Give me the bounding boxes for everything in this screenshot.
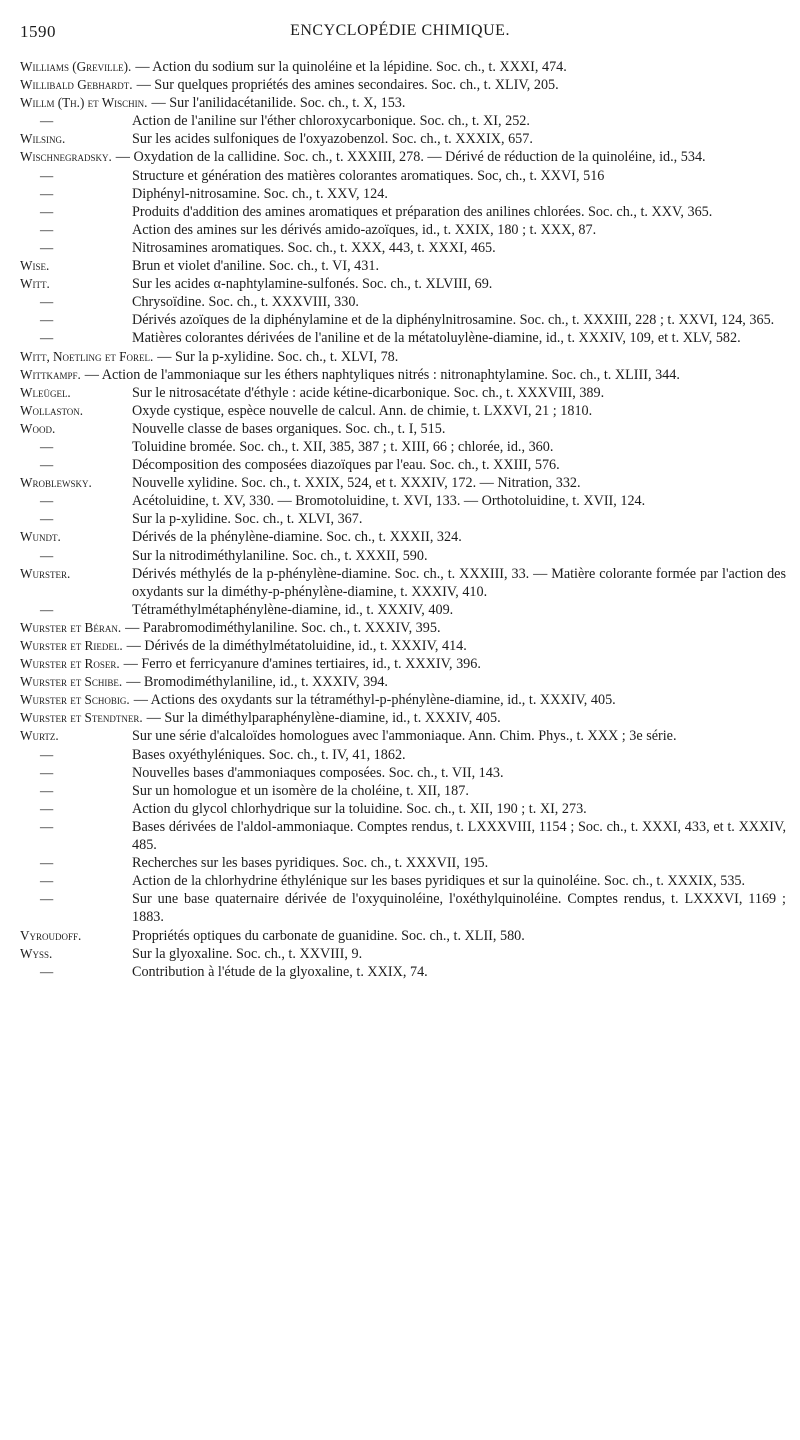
bibliography-entry <box>20 384 786 402</box>
entry-citation: — Action du sodium sur la quinoléine et la lépidine. Soc. ch., t. XXXI, 474. <box>135 59 567 75</box>
entry-author: Wurtz. <box>20 728 59 744</box>
bibliography-entry <box>20 565 786 601</box>
entry-citation: Structure et génération des matières colorantes aromatiques. Soc, ch., t. XXVI, 516 <box>132 167 605 184</box>
entry-author: Wilsing. <box>20 131 66 147</box>
entry-citation: Recherches sur les bases pyridiques. Soc. ch., t. XXXVII, 195. <box>132 855 489 872</box>
entry-citation: — Action de l'ammoniaque sur les éthers naphtyliques nitrés : nitronaphtylamine. Soc. ch., t. XLIII, 344. <box>84 366 680 383</box>
entry-citation: Nouvelles bases d'ammoniaques composées. Soc. ch., t. VII, 143. <box>132 764 504 781</box>
entry-author: — <box>40 782 54 798</box>
running-title: ENCYCLOPÉDIE CHIMIQUE. <box>290 22 510 39</box>
bibliography-entry <box>20 221 786 239</box>
bibliography-entry <box>20 366 786 384</box>
bibliography-entry <box>20 293 786 311</box>
bibliography-entry <box>20 203 786 221</box>
entry-author: Wleügel. <box>20 384 71 400</box>
bibliography-entry <box>20 510 786 528</box>
page-header <box>20 0 786 52</box>
bibliography-entry <box>20 673 786 691</box>
entry-author: Wurster et Roser. <box>20 656 120 672</box>
bibliography-entry <box>20 746 786 764</box>
entry-citation: Produits d'addition des amines aromatiques et préparation des anilines chlorées. Soc. ch., t. XXV, 365. <box>132 203 713 220</box>
entry-author: Wurster et Stendtner. <box>20 710 143 726</box>
entry-citation: Dérivés de la phénylène-diamine. Soc. ch., t. XXXII, 324. <box>132 529 462 546</box>
entry-citation: Diphényl-nitrosamine. Soc. ch., t. XXV, 124. <box>132 185 388 202</box>
entry-author: — <box>40 601 54 617</box>
entry-citation: — Actions des oxydants sur la tétraméthyl-p-phénylène-diamine, id., t. XXXIV, 405. <box>133 692 616 709</box>
bibliography-entry <box>20 727 786 745</box>
entry-author: — <box>40 891 54 907</box>
bibliography-entry <box>20 709 786 727</box>
bibliography-entry <box>20 329 786 347</box>
entry-author: Wurster et Riedel. <box>20 638 123 653</box>
entry-author: — <box>40 330 54 346</box>
bibliography-entry <box>20 112 786 130</box>
bibliography-entry <box>20 927 786 945</box>
bibliography-entry <box>20 438 786 456</box>
entry-citation: Sur les acides α-naphtylamine-sulfonés. Soc. ch., t. XLVIII, 69. <box>132 276 493 293</box>
entry-author: — <box>40 493 54 509</box>
bibliography-entry <box>20 474 786 492</box>
bibliography-entry <box>20 800 786 818</box>
bibliography-entry <box>20 890 786 926</box>
bibliography-entry <box>20 492 786 510</box>
bibliography-list <box>20 58 786 981</box>
entry-author: — <box>40 203 54 219</box>
bibliography-entry <box>20 547 786 565</box>
bibliography-entry <box>20 601 786 619</box>
entry-citation: — Parabromodiméthylaniline. Soc. ch., t. XXXIV, 395. <box>125 619 441 636</box>
entry-author: Wollaston. <box>20 402 84 418</box>
bibliography-entry <box>20 854 786 872</box>
bibliography-entry <box>20 239 786 257</box>
entry-citation: Action de la chlorhydrine éthylénique sur les bases pyridiques et sur la quinoléine. Soc. ch., t. XXXIX, 535. <box>132 873 746 890</box>
entry-author: — <box>40 167 54 183</box>
bibliography-entry <box>20 185 786 203</box>
entry-citation: — Oxydation de la callidine. Soc. ch., t. XXXIII, 278. — Dérivé de réduction de la quinoléine, id., 534. <box>115 149 706 166</box>
bibliography-entry <box>20 872 786 890</box>
entry-citation: Tétraméthylmétaphénylène-diamine, id., t. XXXIV, 409. <box>132 601 454 618</box>
page-number: 1590 <box>20 22 56 41</box>
bibliography-entry <box>20 148 786 166</box>
bibliography-entry <box>20 963 786 981</box>
bibliography-entry <box>20 637 786 655</box>
bibliography-entry <box>20 311 786 329</box>
bibliography-entry <box>20 257 786 275</box>
entry-author: Wise. <box>20 258 50 274</box>
entry-citation: Nouvelle classe de bases organiques. Soc. ch., t. I, 515. <box>132 420 446 437</box>
entry-author: Wurster et Schobig. <box>20 692 130 708</box>
entry-author: — <box>40 457 54 473</box>
entry-citation: — Sur l'anilidacétanilide. Soc. ch., t. X, 153. <box>151 95 406 112</box>
entry-author: Williams (Greville). <box>20 59 132 74</box>
entry-citation: Sur le nitrosacétate d'éthyle : acide kétine-dicarbonique. Soc. ch., t. XXXVIII, 389. <box>132 384 605 401</box>
entry-citation: Sur la glyoxaline. Soc. ch., t. XXVIII, 9. <box>132 945 363 962</box>
entry-citation: Décomposition des composées diazoïques par l'eau. Soc. ch., t. XXIII, 576. <box>132 457 560 474</box>
entry-author: — <box>40 438 54 454</box>
entry-author: — <box>40 239 54 255</box>
bibliography-entry <box>20 528 786 546</box>
entry-author: — <box>40 294 54 310</box>
entry-author: Willibald Gebhardt. <box>20 77 133 93</box>
entry-citation: Bases dérivées de l'aldol-ammoniaque. Comptes rendus, t. LXXXVIII, 1154 ; Soc. ch., t. XXXI, 433, et t. XXXIV, 485. <box>132 818 786 854</box>
entry-citation: Sur une série d'alcaloïdes homologues avec l'ammoniaque. Ann. Chim. Phys., t. XXX ; 3e série. <box>132 728 677 745</box>
entry-citation: Bases oxyéthyléniques. Soc. ch., t. IV, 41, 1862. <box>132 746 406 763</box>
entry-citation: — Sur la diméthylparaphénylène-diamine, id., t. XXXIV, 405. <box>146 710 501 727</box>
entry-citation: Acétoluidine, t. XV, 330. — Bromotoluidine, t. XVI, 133. — Orthotoluidine, t. XVII, 124. <box>132 493 646 510</box>
entry-citation: Dérivés méthylés de la p-phénylène-diamine. Soc. ch., t. XXXIII, 33. — Matière colorante formée par l'action des oxydants sur la diméthy-p-phénylène-diamine, t. XXXIV, 410. <box>132 565 786 600</box>
bibliography-entry <box>20 94 786 112</box>
entry-citation: — Sur quelques propriétés des amines secondaires. Soc. ch., t. XLIV, 205. <box>136 77 559 94</box>
entry-author: — <box>40 818 54 834</box>
entry-citation: Dérivés azoïques de la diphénylamine et de la diphénylnitrosamine. Soc. ch., t. XXXIII, 228 ; t. XXVI, 124, 365. <box>132 312 775 329</box>
bibliography-entry <box>20 58 786 76</box>
entry-author: — <box>40 511 54 527</box>
entry-citation: — Bromodiméthylaniline, id., t. XXXIV, 394. <box>126 674 388 691</box>
entry-citation: Sur la p-xylidine. Soc. ch., t. XLVI, 367. <box>132 511 363 528</box>
bibliography-entry <box>20 275 786 293</box>
entry-citation: — Ferro et ferricyanure d'amines tertiaires, id., t. XXXIV, 396. <box>123 656 481 673</box>
entry-author: Wischnegradsky. <box>20 149 112 165</box>
entry-author: Witt. <box>20 276 50 292</box>
entry-author: — <box>40 113 54 129</box>
bibliography-entry <box>20 420 786 438</box>
entry-author: Wurster et Schibe. <box>20 674 123 690</box>
entry-author: Vyroudoff. <box>20 927 82 943</box>
entry-citation: Brun et violet d'aniline. Soc. ch., t. VI, 431. <box>132 258 379 275</box>
entry-author: — <box>40 185 54 201</box>
entry-author: Witt, Noetling et Forel. <box>20 348 154 364</box>
bibliography-entry <box>20 348 786 366</box>
bibliography-entry <box>20 76 786 94</box>
entry-author: — <box>40 547 54 563</box>
entry-author: — <box>40 855 54 871</box>
entry-citation: Oxyde cystique, espèce nouvelle de calcul. Ann. de chimie, t. LXXVI, 21 ; 1810. <box>132 402 593 419</box>
entry-author: Willm (Th.) et Wischin. <box>20 95 148 111</box>
entry-citation: Sur les acides sulfoniques de l'oxyazobenzol. Soc. ch., t. XXXIX, 657. <box>132 131 533 148</box>
bibliography-entry <box>20 691 786 709</box>
entry-author: Wittkampf. <box>20 366 81 382</box>
entry-citation: — Sur la p-xylidine. Soc. ch., t. XLVI, 78. <box>157 348 399 365</box>
entry-citation: Toluidine bromée. Soc. ch., t. XII, 385, 387 ; t. XIII, 66 ; chlorée, id., 360. <box>132 438 554 455</box>
bibliography-entry <box>20 655 786 673</box>
entry-citation: Sur la nitrodiméthylaniline. Soc. ch., t. XXXII, 590. <box>132 547 428 564</box>
entry-author: Wood. <box>20 420 56 436</box>
bibliography-entry <box>20 782 786 800</box>
entry-author: Wurster. <box>20 565 71 581</box>
bibliography-entry <box>20 619 786 637</box>
entry-citation: Action du glycol chlorhydrique sur la toluidine. Soc. ch., t. XII, 190 ; t. XI, 273. <box>132 800 587 817</box>
bibliography-entry <box>20 945 786 963</box>
entry-citation: Nitrosamines aromatiques. Soc. ch., t. XXX, 443, t. XXXI, 465. <box>132 239 496 256</box>
bibliography-entry <box>20 818 786 854</box>
bibliography-entry <box>20 764 786 782</box>
entry-citation: Action de l'aniline sur l'éther chloroxycarbonique. Soc. ch., t. XI, 252. <box>132 113 530 130</box>
entry-citation: Sur une base quaternaire dérivée de l'oxyquinoléine, l'oxéthylquinoléine. Comptes rendus, t. LXXXVI, 1169 ; 1883. <box>132 891 786 926</box>
entry-author: — <box>40 746 54 762</box>
entry-citation: — Dérivés de la diméthylmétatoluidine, id., t. XXXIV, 414. <box>126 638 467 654</box>
entry-author: Wyss. <box>20 945 53 961</box>
entry-author: — <box>40 221 54 237</box>
entry-author: Wroblewsky. <box>20 475 92 491</box>
bibliography-entry <box>20 402 786 420</box>
entry-citation: Contribution à l'étude de la glyoxaline, t. XXIX, 74. <box>132 963 428 980</box>
entry-author: Wundt. <box>20 529 61 545</box>
entry-author: — <box>40 800 54 816</box>
entry-citation: Action des amines sur les dérivés amido-azoïques, id., t. XXIX, 180 ; t. XXX, 87. <box>132 221 597 238</box>
bibliography-entry <box>20 167 786 185</box>
entry-citation: Chrysoïdine. Soc. ch., t. XXXVIII, 330. <box>132 294 359 311</box>
entry-author: Wurster et Béran. <box>20 619 122 635</box>
entry-author: — <box>40 963 54 979</box>
entry-citation: Sur un homologue et un isomère de la choléine, t. XII, 187. <box>132 782 469 799</box>
bibliography-entry <box>20 456 786 474</box>
entry-citation: Nouvelle xylidine. Soc. ch., t. XXIX, 524, et t. XXXIV, 172. — Nitration, 332. <box>132 475 581 492</box>
entry-citation: Matières colorantes dérivées de l'aniline et de la métatoluylène-diamine, id., t. XXXIV, 109, et t. XLV, 582. <box>132 330 741 347</box>
entry-citation: Propriétés optiques du carbonate de guanidine. Soc. ch., t. XLII, 580. <box>132 927 525 944</box>
entry-author: — <box>40 873 54 889</box>
entry-author: — <box>40 312 54 328</box>
bibliography-entry <box>20 130 786 148</box>
entry-author: — <box>40 764 54 780</box>
